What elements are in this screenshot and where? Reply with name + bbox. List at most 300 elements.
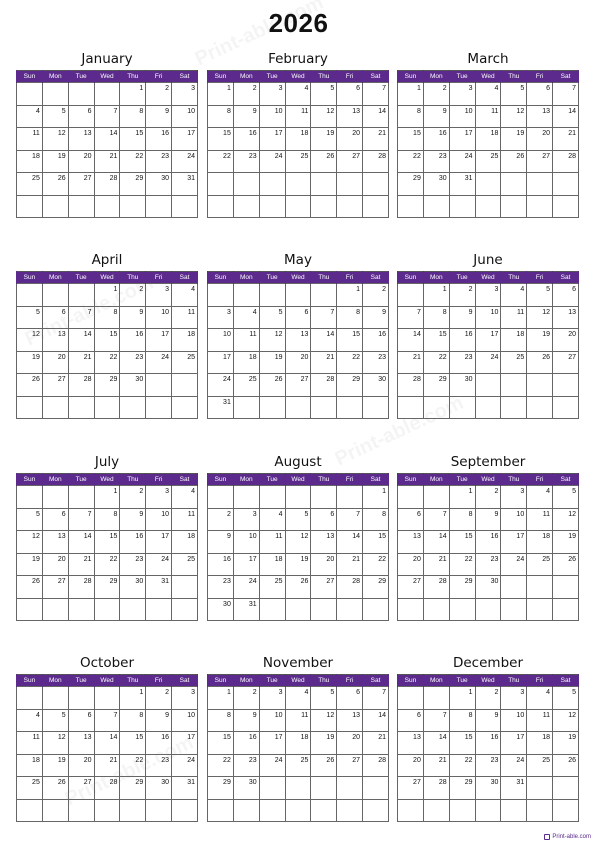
day-cell: 22	[423, 351, 449, 374]
day-cell: 14	[553, 105, 579, 128]
day-cell: 6	[68, 709, 94, 732]
weekday-header-row	[208, 272, 389, 284]
day-cell: 17	[146, 329, 172, 352]
month-june	[397, 249, 579, 419]
day-cell	[501, 374, 527, 397]
day-cell: 2	[120, 284, 146, 307]
weekday-header: Wed	[475, 272, 501, 284]
day-cell	[146, 799, 172, 822]
day-cell: 28	[363, 754, 389, 777]
day-cell: 6	[337, 687, 363, 710]
weekday-header: Mon	[423, 71, 449, 83]
day-cell: 21	[311, 351, 337, 374]
day-cell	[553, 374, 579, 397]
day-cell	[68, 396, 94, 419]
day-cell: 18	[527, 531, 553, 554]
day-cell: 19	[553, 732, 579, 755]
week-row	[398, 687, 579, 710]
day-cell: 11	[527, 508, 553, 531]
day-cell	[363, 396, 389, 419]
day-cell: 30	[120, 576, 146, 599]
brand-logo-icon	[544, 834, 550, 840]
weekday-header: Wed	[94, 474, 120, 486]
day-cell: 20	[68, 754, 94, 777]
month-name: April	[91, 252, 123, 268]
week-row	[17, 83, 198, 106]
week-row	[17, 777, 198, 800]
day-cell: 21	[398, 351, 424, 374]
weekday-header: Mon	[233, 474, 259, 486]
day-cell: 17	[233, 553, 259, 576]
day-cell	[259, 777, 285, 800]
weekday-header-row	[17, 272, 198, 284]
weekday-header: Sun	[398, 474, 424, 486]
day-cell: 25	[17, 173, 43, 196]
day-cell	[17, 687, 43, 710]
day-cell: 11	[285, 709, 311, 732]
weekday-header: Mon	[423, 272, 449, 284]
weekday-header: Wed	[285, 675, 311, 687]
day-cell: 4	[17, 105, 43, 128]
day-cell	[68, 598, 94, 621]
day-cell: 1	[398, 83, 424, 106]
month-table	[16, 674, 198, 822]
day-cell: 15	[208, 128, 234, 151]
day-cell: 21	[363, 732, 389, 755]
month-table	[16, 473, 198, 621]
day-cell: 6	[527, 83, 553, 106]
day-cell: 12	[553, 709, 579, 732]
day-cell: 29	[208, 777, 234, 800]
day-cell: 16	[146, 732, 172, 755]
day-cell	[146, 374, 172, 397]
day-cell	[311, 486, 337, 509]
day-cell: 29	[120, 173, 146, 196]
week-row	[17, 799, 198, 822]
day-cell: 13	[337, 709, 363, 732]
day-cell: 20	[398, 754, 424, 777]
day-cell: 30	[233, 777, 259, 800]
month-january	[16, 48, 198, 218]
day-cell: 3	[208, 306, 234, 329]
day-cell	[42, 687, 68, 710]
day-cell: 14	[68, 531, 94, 554]
weekday-header: Fri	[337, 71, 363, 83]
day-cell	[17, 486, 43, 509]
day-cell	[311, 173, 337, 196]
day-cell	[208, 486, 234, 509]
weekday-header-row	[398, 675, 579, 687]
day-cell: 9	[475, 709, 501, 732]
weekday-header: Sat	[172, 272, 198, 284]
week-row	[398, 777, 579, 800]
day-cell	[501, 576, 527, 599]
day-cell: 2	[208, 508, 234, 531]
day-cell	[285, 777, 311, 800]
month-november	[207, 652, 389, 822]
day-cell: 26	[259, 374, 285, 397]
day-cell: 9	[146, 105, 172, 128]
day-cell	[475, 374, 501, 397]
day-cell: 2	[233, 687, 259, 710]
day-cell: 6	[42, 508, 68, 531]
day-cell: 23	[233, 150, 259, 173]
day-cell: 23	[233, 754, 259, 777]
day-cell: 7	[68, 508, 94, 531]
month-october	[16, 652, 198, 822]
day-cell: 17	[208, 351, 234, 374]
month-name: August	[274, 454, 322, 470]
day-cell	[398, 486, 424, 509]
week-row	[208, 553, 389, 576]
day-cell	[68, 486, 94, 509]
day-cell: 31	[233, 598, 259, 621]
weekday-header: Mon	[42, 474, 68, 486]
day-cell: 23	[146, 150, 172, 173]
week-row	[398, 195, 579, 218]
day-cell	[42, 83, 68, 106]
weekday-header: Wed	[285, 272, 311, 284]
week-row	[208, 195, 389, 218]
day-cell	[311, 799, 337, 822]
day-cell: 30	[120, 374, 146, 397]
day-cell: 7	[398, 306, 424, 329]
weekday-header: Sun	[17, 474, 43, 486]
day-cell: 7	[68, 306, 94, 329]
weekday-header: Sat	[553, 675, 579, 687]
day-cell: 2	[233, 83, 259, 106]
weekday-header: Sat	[363, 71, 389, 83]
month-table	[397, 674, 579, 822]
day-cell: 11	[501, 306, 527, 329]
day-cell: 29	[449, 777, 475, 800]
day-cell	[233, 799, 259, 822]
day-cell: 10	[146, 508, 172, 531]
week-row	[398, 83, 579, 106]
day-cell	[146, 396, 172, 419]
week-row	[17, 754, 198, 777]
week-row	[398, 105, 579, 128]
day-cell: 18	[259, 553, 285, 576]
day-cell: 15	[398, 128, 424, 151]
month-name: February	[268, 51, 328, 67]
day-cell: 3	[259, 687, 285, 710]
day-cell: 12	[42, 732, 68, 755]
day-cell: 9	[449, 306, 475, 329]
day-cell	[17, 598, 43, 621]
day-cell	[42, 486, 68, 509]
day-cell: 13	[42, 329, 68, 352]
weekday-header: Sun	[398, 71, 424, 83]
day-cell	[311, 195, 337, 218]
day-cell: 28	[398, 374, 424, 397]
weekday-header-row	[208, 71, 389, 83]
day-cell: 28	[337, 576, 363, 599]
day-cell	[233, 284, 259, 307]
day-cell: 22	[208, 754, 234, 777]
day-cell: 5	[259, 306, 285, 329]
day-cell: 1	[94, 486, 120, 509]
weekday-header: Fri	[527, 675, 553, 687]
day-cell	[208, 284, 234, 307]
day-cell	[285, 195, 311, 218]
day-cell	[449, 598, 475, 621]
day-cell: 7	[423, 709, 449, 732]
day-cell: 17	[449, 128, 475, 151]
day-cell: 20	[42, 553, 68, 576]
day-cell: 8	[449, 508, 475, 531]
month-april	[16, 249, 198, 419]
day-cell	[259, 799, 285, 822]
day-cell: 1	[208, 687, 234, 710]
day-cell: 1	[337, 284, 363, 307]
month-table	[16, 70, 198, 218]
week-row	[17, 351, 198, 374]
day-cell	[398, 284, 424, 307]
day-cell: 8	[337, 306, 363, 329]
weekday-header-row	[398, 272, 579, 284]
day-cell: 21	[94, 754, 120, 777]
day-cell: 11	[475, 105, 501, 128]
week-row	[208, 396, 389, 419]
day-cell	[527, 195, 553, 218]
week-row	[398, 709, 579, 732]
day-cell: 26	[17, 374, 43, 397]
day-cell: 9	[120, 508, 146, 531]
weekday-header: Sat	[363, 675, 389, 687]
weekday-header: Wed	[475, 71, 501, 83]
week-row	[208, 709, 389, 732]
day-cell	[146, 195, 172, 218]
day-cell	[172, 374, 198, 397]
day-cell	[475, 799, 501, 822]
weekday-header: Fri	[146, 272, 172, 284]
weekday-header: Mon	[423, 675, 449, 687]
day-cell: 5	[17, 306, 43, 329]
day-cell: 18	[172, 329, 198, 352]
day-cell	[337, 173, 363, 196]
day-cell: 30	[423, 173, 449, 196]
day-cell: 22	[398, 150, 424, 173]
weekday-header-row	[17, 71, 198, 83]
week-row	[17, 709, 198, 732]
week-row	[398, 306, 579, 329]
day-cell: 4	[475, 83, 501, 106]
day-cell	[475, 195, 501, 218]
day-cell	[363, 598, 389, 621]
day-cell: 16	[120, 531, 146, 554]
day-cell: 6	[42, 306, 68, 329]
day-cell: 11	[17, 732, 43, 755]
month-name: September	[450, 454, 526, 470]
day-cell: 14	[363, 105, 389, 128]
month-september	[397, 451, 579, 621]
day-cell: 14	[398, 329, 424, 352]
day-cell: 24	[449, 150, 475, 173]
month-table	[16, 271, 198, 419]
week-row	[17, 105, 198, 128]
day-cell: 10	[501, 709, 527, 732]
day-cell: 22	[94, 553, 120, 576]
day-cell: 28	[68, 576, 94, 599]
day-cell: 26	[527, 351, 553, 374]
month-table	[207, 70, 389, 218]
day-cell	[285, 173, 311, 196]
weekday-header: Sun	[17, 272, 43, 284]
weekday-header: Thu	[120, 71, 146, 83]
day-cell: 10	[475, 306, 501, 329]
day-cell: 8	[363, 508, 389, 531]
day-cell: 4	[233, 306, 259, 329]
week-row	[208, 284, 389, 307]
day-cell: 18	[17, 754, 43, 777]
day-cell: 24	[146, 553, 172, 576]
day-cell: 11	[172, 306, 198, 329]
day-cell	[363, 173, 389, 196]
day-cell	[527, 173, 553, 196]
week-row	[398, 732, 579, 755]
week-row	[208, 754, 389, 777]
day-cell	[449, 799, 475, 822]
day-cell: 25	[17, 777, 43, 800]
day-cell: 17	[259, 128, 285, 151]
weekday-header-row	[398, 474, 579, 486]
day-cell: 4	[527, 687, 553, 710]
week-row	[17, 553, 198, 576]
day-cell: 13	[68, 128, 94, 151]
month-table	[207, 473, 389, 621]
day-cell	[259, 598, 285, 621]
day-cell: 10	[233, 531, 259, 554]
month-name: December	[452, 655, 523, 671]
day-cell: 15	[423, 329, 449, 352]
weekday-header: Tue	[449, 71, 475, 83]
week-row	[398, 374, 579, 397]
day-cell: 27	[337, 150, 363, 173]
day-cell: 23	[120, 351, 146, 374]
month-may	[207, 249, 389, 419]
day-cell	[285, 396, 311, 419]
day-cell: 29	[94, 576, 120, 599]
day-cell: 12	[311, 105, 337, 128]
day-cell	[553, 396, 579, 419]
day-cell: 19	[42, 754, 68, 777]
day-cell: 19	[285, 553, 311, 576]
weekday-header: Tue	[68, 71, 94, 83]
day-cell: 25	[259, 576, 285, 599]
weekday-header: Fri	[146, 474, 172, 486]
day-cell: 26	[42, 173, 68, 196]
day-cell: 15	[449, 531, 475, 554]
day-cell: 27	[553, 351, 579, 374]
day-cell: 12	[259, 329, 285, 352]
day-cell: 21	[68, 553, 94, 576]
day-cell: 25	[285, 754, 311, 777]
day-cell	[423, 799, 449, 822]
day-cell: 27	[42, 576, 68, 599]
day-cell	[423, 396, 449, 419]
day-cell: 8	[120, 709, 146, 732]
day-cell	[553, 799, 579, 822]
month-name: March	[467, 51, 509, 67]
day-cell	[475, 598, 501, 621]
day-cell: 14	[68, 329, 94, 352]
weekday-header: Thu	[501, 71, 527, 83]
weekday-header: Sun	[398, 675, 424, 687]
weekday-header: Tue	[259, 675, 285, 687]
week-row	[398, 150, 579, 173]
day-cell: 7	[337, 508, 363, 531]
month-july	[16, 451, 198, 621]
day-cell: 3	[172, 83, 198, 106]
day-cell: 12	[42, 128, 68, 151]
day-cell: 21	[94, 150, 120, 173]
week-row	[17, 128, 198, 151]
day-cell: 5	[527, 284, 553, 307]
day-cell: 21	[363, 128, 389, 151]
day-cell: 9	[120, 306, 146, 329]
day-cell: 7	[94, 709, 120, 732]
day-cell: 3	[259, 83, 285, 106]
day-cell: 30	[146, 777, 172, 800]
day-cell	[553, 195, 579, 218]
day-cell: 27	[68, 777, 94, 800]
weekday-header-row	[208, 675, 389, 687]
weekday-header: Sat	[553, 272, 579, 284]
day-cell: 2	[363, 284, 389, 307]
day-cell	[208, 173, 234, 196]
day-cell: 25	[527, 754, 553, 777]
day-cell: 25	[172, 351, 198, 374]
day-cell: 27	[311, 576, 337, 599]
day-cell	[259, 173, 285, 196]
month-august	[207, 451, 389, 621]
week-row	[208, 732, 389, 755]
day-cell: 11	[527, 709, 553, 732]
day-cell	[501, 173, 527, 196]
day-cell: 25	[475, 150, 501, 173]
day-cell: 22	[449, 754, 475, 777]
day-cell	[553, 576, 579, 599]
day-cell: 4	[172, 486, 198, 509]
day-cell: 9	[363, 306, 389, 329]
month-name: January	[81, 51, 133, 67]
day-cell: 5	[42, 105, 68, 128]
day-cell	[94, 83, 120, 106]
day-cell	[94, 396, 120, 419]
weekday-header: Thu	[120, 272, 146, 284]
weekday-header: Mon	[233, 272, 259, 284]
day-cell: 26	[553, 754, 579, 777]
day-cell: 2	[423, 83, 449, 106]
brand-logo	[544, 834, 591, 840]
day-cell	[337, 195, 363, 218]
day-cell: 7	[94, 105, 120, 128]
weekday-header: Mon	[42, 272, 68, 284]
month-march	[397, 48, 579, 218]
day-cell: 30	[146, 173, 172, 196]
week-row	[17, 284, 198, 307]
week-row	[17, 329, 198, 352]
day-cell	[68, 687, 94, 710]
weekday-header: Tue	[68, 675, 94, 687]
day-cell: 19	[259, 351, 285, 374]
day-cell	[285, 598, 311, 621]
day-cell	[527, 799, 553, 822]
day-cell: 5	[285, 508, 311, 531]
day-cell: 31	[146, 576, 172, 599]
day-cell: 13	[42, 531, 68, 554]
